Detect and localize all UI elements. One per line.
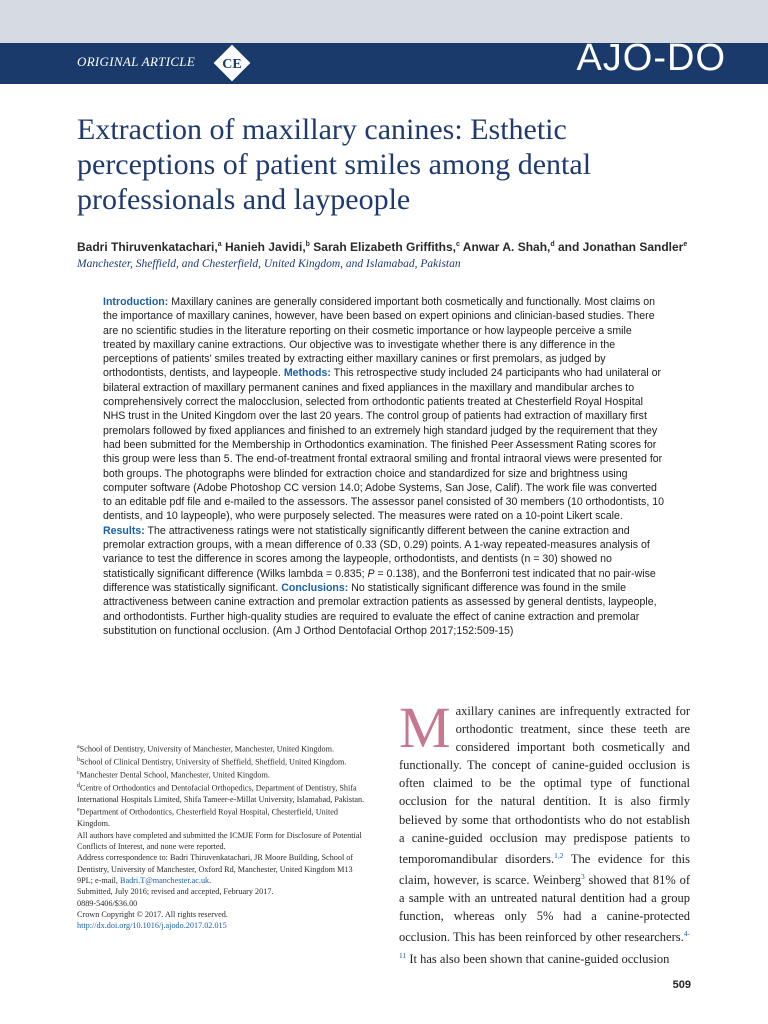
footnote-sup: b (77, 757, 80, 764)
author-sup: b (305, 241, 310, 248)
affiliation-footnote (77, 781, 367, 805)
issn-price: 0889-5406/$36.00 (77, 898, 138, 908)
abstract-p-symbol: P (367, 567, 375, 580)
drop-cap: M (399, 695, 451, 760)
author-sup: d (550, 241, 555, 248)
abstract-conclusions-text: No statistically significant difference was found in the smile attractiveness between canine extraction and premolar extraction patients as assessed by general dentists, laypeople, and orthodontists. Further high-quality studies are required to evaluate the effect of canine extraction and premolar substitution on functional occlusion. (Am J Orthod Dentofacial Orthop 2017;152:509-15) (103, 581, 657, 637)
abstract-heading-introduction: Introduction: (103, 296, 169, 308)
author-name: and Jonathan Sandler (558, 240, 684, 254)
author-name: Anwar A. Shah, (462, 240, 551, 254)
reference-link[interactable]: 1,2 (554, 850, 564, 860)
email-link[interactable]: Badri.T@manchester.ac.uk (119, 875, 210, 885)
correspondence-text: Address correspondence to: Badri Thiruvenkatachari, JR Moore Building, School of Dentistry, University of Manchester, Oxford Rd, Manchester, United Kingdom M13 9PL; e-mail, (77, 853, 354, 885)
abstract-heading-conclusions: Conclusions: (281, 581, 349, 594)
body-text: The evidence for this claim, however, is scarce. Weinberg (399, 851, 690, 888)
reference-link[interactable]: 4-11 (399, 929, 690, 960)
footnote-text: Centre of Orthodontics and Dentofacial Orthopedics, Department of Dentistry, Shifa International Hospitals Limited, Shifa Tameer-e-Millat University, Islamabad, Pakistan. (77, 783, 365, 805)
author-sup: c (456, 241, 460, 248)
footnote-text: School of Dentistry, University of Manchester, Manchester, United Kingdom. (79, 744, 335, 754)
author-sup: a (217, 241, 222, 248)
author-name: Sarah Elizabeth Griffiths, (313, 240, 456, 254)
body-text: axillary canines are infrequently extracted for orthodontic treatment, since these teeth are considered important both cosmetically and functionally. The concept of canine-guided occlusion is often claimed to be the optimal type of functional occlusion for the natural dentition. It is also firmly believed by some that orthodontists who do not establish a canine-guided occlusion may predispose patients to temporomandibular disorders. (399, 704, 690, 866)
article-title: Extraction of maxillary canines: Esthetic perceptions of patient smiles among dental professionals and laypeople (77, 113, 592, 216)
section-label: ORIGINAL ARTICLE (77, 54, 196, 69)
footnote-text: Department of Orthodontics, Chesterfield Royal Hospital, Chesterfield, United Kingdom. (77, 808, 338, 829)
reference-link[interactable]: 3 (581, 872, 585, 881)
footnote-sup: d (77, 783, 80, 790)
abstract (103, 295, 666, 638)
affiliation-footnote (77, 742, 367, 755)
footnote-sup: c (77, 770, 80, 777)
affiliation-line: Manchester, Sheffield, and Chesterfield, United Kingdom, and Islamabad, Pakistan (77, 258, 461, 270)
ce-badge-text: CE (222, 57, 242, 72)
affiliation-footnote (77, 768, 367, 781)
copyright-line: Crown Copyright © 2017. All rights reserved. (77, 909, 228, 919)
correspondence-end: . (209, 875, 212, 885)
author-name: Hanieh Javidi, (224, 240, 306, 254)
abstract-results-text-end: = 0.138), and the Bonferroni test indicated that no pair-wise difference was statistically significant. (103, 567, 656, 594)
body-text: It has also been shown that canine-guided occlusion (406, 951, 670, 966)
doi-link[interactable]: http://dx.doi.org/10.1016/j.ajodo.2017.02.015 (77, 921, 227, 931)
page-number: 509 (672, 979, 691, 991)
body-text: showed that 81% of a sample with an untreated natural dentition had a group function, whereas only 5% had a canine-protected occlusion. This has been reinforced by other researchers. (399, 873, 691, 945)
author-name: Badri Thiruvenkatachari, (77, 240, 218, 254)
ce-badge-icon (213, 44, 251, 82)
abstract-methods-text: This retrospective study included 24 participants who had unilateral or bilateral extraction of maxillary permanent canines and fixed appliances in the maxillary and mandibular arches to comprehensively correct the malocclusion, selected from orthodontic patients treated at Chesterfield Royal Hospital NHS trust in the United Kingdom over the last 20 years. The control group of patients had extraction of maxillary first premolars followed by fixed appliances and finished to an extremely high standard judged by the requirement that they had been submitted for the Membership in Orthodontics examination. The finished Peer Assessment Rating scores for this group were less than 5. The end-of-treatment frontal extraoral smiling and frontal intraoral views were presented for both groups. The photographs were blinded for extraction choice and standardized for size and brightness using computer software (Adobe Photoshop CC version 14.0; Adobe Systems, San Jose, Calif). The work file was converted to an editable pdf file and e-mailed to the assessors. The assessor panel consisted of 30 members (10 orthodontists, 10 dentists, and 10 laypeople), who were purposely selected. The measures were rated on a 10-point Likert scale. (103, 367, 665, 523)
abstract-heading-results: Results: (103, 524, 145, 537)
affiliation-footnote (77, 755, 367, 768)
correspondence-note (77, 852, 367, 886)
intro-paragraph (399, 695, 691, 968)
footnote-text: School of Clinical Dentistry, University of Sheffield, Sheffield, United Kingdom. (80, 757, 347, 767)
author-sup: e (683, 241, 688, 248)
footnote-sup: e (77, 807, 80, 814)
abstract-introduction-text: Maxillary canines are generally considered important both cosmetically and functionally. Most claims on the importance of maxillary canines, however, have been based on expert opinions and clinician-based studies. There are no scientific studies in the literature reporting on their cosmetic importance or how laypeople perceive a smile treated by maxillary canine extractions. Our objective was to investigate whether there is any difference in the perceptions of patients' smiles treated by extracting either maxillary canines or first premolars, as judged by orthodontists, dentists, and laypeople. (103, 296, 656, 380)
abstract-heading-methods: Methods: (283, 367, 331, 380)
affiliation-footnote (77, 805, 367, 829)
footnote-sup: a (77, 744, 80, 750)
submission-dates: Submitted, July 2016; revised and accepted, February 2017. (77, 887, 274, 897)
journal-name: AJO-DO (576, 37, 726, 79)
body-column (399, 695, 691, 968)
footnote-text: Manchester Dental School, Manchester, United Kingdom. (79, 770, 270, 780)
footnotes (77, 742, 367, 931)
disclosure-note: All authors have completed and submitted the ICMJE Form for Disclosure of Potential Conflicts of Interest, and none were reported. (77, 830, 362, 852)
author-list (77, 240, 717, 254)
abstract-results-text: The attractiveness ratings were not statistically significantly different between the canine extraction and premolar extraction groups, with a mean difference of 0.33 (SD, 0.29) points. A 1-way repeated-measures analysis of variance to test the difference in scores among the laypeople, orthodontists, and dentists (n = 30) showed no statistically significant difference (Wilks lambda = 0.835; (103, 524, 650, 580)
